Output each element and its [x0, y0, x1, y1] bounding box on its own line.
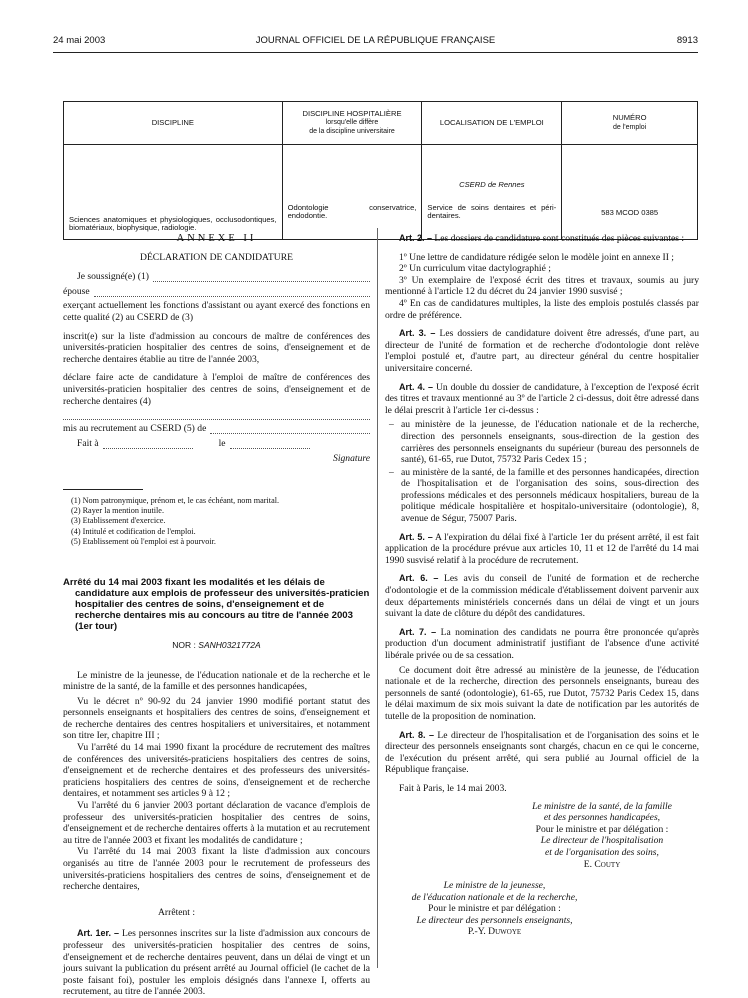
annexe-subtitle: DÉCLARATION DE CANDIDATURE	[140, 251, 293, 263]
minister-title: Le ministre de la jeunesse,	[443, 880, 546, 892]
preamble: Le ministre de la jeunesse, de l'éducation nationale et de la recherche et le ministre de la santé, de la famille et des personnes handicapées,	[63, 669, 370, 693]
minister-title: Le ministre de la santé, de la famille	[532, 800, 672, 812]
page-header	[53, 35, 698, 51]
article-label: Art. 5. –	[399, 531, 433, 542]
signatory-name: P.-Y. Duwoye	[467, 926, 522, 938]
footnote: (2) Rayer la mention inutile.	[71, 506, 164, 516]
column-divider	[377, 228, 378, 968]
fill-in-line	[210, 423, 370, 434]
form-line-mis	[63, 423, 370, 435]
arretent-label: Arrêtent :	[158, 906, 196, 918]
delegation-line: Pour le ministre et par délégation :	[428, 903, 561, 915]
paragraph-exercant: exerçant actuellement les fonctions d'assistant ou ayant exercé des fonctions en cette qualité (2) au CSERD de (3)	[63, 300, 370, 323]
article-label: Art. 3. –	[399, 328, 436, 339]
article-2	[385, 233, 699, 245]
article-text: La nomination des candidats ne pourra être prononcée qu'après production d'un document administratif justifiant de l'absence d'une activité libérale privée ou de sa cessation.	[385, 626, 699, 661]
article-label: Art. 8. –	[399, 729, 435, 740]
cell-localisation	[422, 145, 562, 240]
article-3	[385, 328, 699, 374]
cell-discipline: Sciences anatomiques et physiologiques, occlusodontiques, biomatériaux, biophysique, radiologie.	[64, 145, 283, 240]
article-5	[385, 532, 699, 567]
footnote: (3) Etablissement d'exercice.	[71, 516, 166, 526]
visa: Vu l'arrêté du 14 mai 1990 fixant la procédure de recrutement des maîtres de conférences des universités-praticiens hospitaliers des centres de soins, d'enseignement et de recherche dentaires et des professeurs des universités-praticiens hospitaliers des centres de soins, d'enseignement et de recherche dentaires, et notamment ses articles 9 à 12 ;	[63, 742, 370, 800]
signatory-role: et de l'organisation des soins,	[545, 846, 659, 858]
article-text: Un double du dossier de candidature, à l'exception de l'exposé écrit des titres et travaux mentionné au 3º de l'article 2 ci-dessus, doit être adressé dans le délai prescrit à l'article 1er ci-dessus :	[385, 381, 699, 416]
header-label: DISCIPLINE HOSPITALIÈRE	[302, 108, 402, 118]
article-text: Les avis du conseil de l'unité de formation et de recherche d'odontologie et de la commission médicale d'établissement doivent parvenir aux deux départements ministériels concernés dans un délai de vingt et un jours suivant la date de clôture du dépôt des candidatures.	[385, 573, 699, 620]
article-label: Art. 1er. –	[77, 928, 120, 939]
table-row	[64, 145, 698, 240]
article-label: Art. 6. –	[399, 573, 439, 584]
address-list	[385, 419, 699, 524]
list-item: – au ministère de la jeunesse, de l'éducation nationale et de la recherche, direction des personnels enseignants, sous-direction de la gestion des carrières des personnels enseignants du supérieur (bureau des personnels de santé), 61-65, rue Dutot, 75732 Paris Cedex 15 ;	[401, 419, 699, 465]
form-label: épouse	[63, 285, 90, 297]
signature-label: Signature	[333, 453, 370, 465]
minister-title: de l'éducation nationale et de la recherche,	[411, 891, 578, 903]
fait-a-paris: Fait à Paris, le 14 mai 2003.	[399, 782, 507, 794]
article-text: Le directeur de l'hospitalisation et de l'organisation des soins et le directeur des personnels enseignants sont chargés, chacun en ce qui le concerne, de l'exécution du présent arrêté, qui sera publié au Journal officiel de la République française.	[385, 729, 699, 776]
footnotes	[63, 496, 370, 547]
form-label: Fait à	[77, 437, 99, 449]
job-table	[63, 101, 698, 240]
arrete-title: Arrêté du 14 mai 2003 fixant les modalités et les délais de candidature aux emplois de professeur des universités-praticien hospitalier des centres de soins, d'enseignement et de recherche dentaires mis au concours au titre de l'année 2003 (1er tour)	[63, 576, 370, 632]
left-column	[63, 233, 370, 998]
list-item: – au ministère de la santé, de la famille et des personnes handicapées, direction de l'hospitalisation et de l'organisation des soins, sous-direction des professions médicales et des personnels médicaux hospitaliers, bureau de la politique médicale hospitalière et hospitalo-universitaire (odontologie), 8, avenue de Ségur, 75007 Paris.	[401, 467, 699, 525]
article-label: Art. 2. –	[399, 233, 433, 243]
localisation-detail: Service de soins dentaires et péri-dentaires.	[427, 202, 557, 221]
header-divider	[53, 52, 698, 53]
signatory-name: E. Couty	[583, 858, 621, 870]
form-line-fait	[63, 438, 370, 450]
fill-in-line	[153, 271, 370, 282]
article-text: A l'expiration du délai fixé à l'article 1er du présent arrêté, il est fait application de la procédure prévue aux articles 10, 11 et 12 de l'arrêté du 14 mai 1990 susvisé relatif à la procédure de recrutement.	[385, 531, 700, 566]
signature-block-education	[385, 880, 604, 938]
footnote: (1) Nom patronymique, prénom et, le cas échéant, nom marital.	[71, 495, 280, 505]
minister-title: et des personnes handicapées,	[543, 812, 661, 824]
signature-block-sante	[505, 801, 699, 871]
article-4	[385, 382, 699, 417]
form-label: Je soussigné(e) (1)	[77, 271, 149, 283]
annexe-title: ANNEXE II	[176, 233, 257, 244]
list-item: 2º Un curriculum vitae dactylographié ;	[399, 263, 551, 275]
list-item: 4º En cas de candidatures multiples, la liste des emplois postulés classés par ordre de préférence.	[385, 297, 699, 321]
visa: Vu le décret nº 90-92 du 24 janvier 1990 modifié portant statut des personnels enseignants et hospitaliers des centres de soins, d'enseignement et de recherche dentaires des centres hospitaliers et universitaires, et notamment son titre Ier, chapitre III ;	[63, 695, 370, 742]
header-label: NUMÉRO	[612, 113, 647, 123]
fill-in-line	[63, 409, 370, 420]
article-label: Art. 7. –	[399, 626, 437, 637]
right-column	[385, 233, 699, 938]
signatory-role: Le directeur de l'hospitalisation	[540, 835, 664, 847]
table-header-row	[64, 102, 698, 145]
form-label: mis au recrutement au CSERD (5) de	[63, 423, 207, 435]
page-number: 8913	[676, 35, 698, 46]
journal-title: JOURNAL OFFICIEL DE LA RÉPUBLIQUE FRANÇAISE	[255, 35, 496, 46]
article-label: Art. 4. –	[399, 381, 434, 392]
paragraph-declare: déclare faire acte de candidature à l'emploi de maître de conférences des universités-praticien hospitalier des centres de soins, d'enseignement et de recherche dentaires (4)	[63, 372, 370, 407]
delegation-line: Pour le ministre et par délégation :	[535, 823, 669, 835]
form-line-epouse	[63, 286, 370, 298]
column-header-numero	[562, 102, 698, 145]
nor-value: SANH0321772A	[198, 639, 261, 650]
fill-in-line	[230, 438, 310, 449]
column-header-hospital-discipline	[282, 102, 422, 145]
footnote: (5) Etablissement où l'emploi est à pourvoir.	[71, 536, 216, 546]
article-7	[385, 627, 699, 662]
nor-label: NOR :	[172, 639, 196, 650]
form-label: le	[218, 437, 226, 449]
fill-in-line	[103, 438, 193, 449]
localisation-title: CSERD de Rennes	[459, 179, 525, 189]
form-line-soussigne	[63, 271, 370, 283]
list-item: 3º Un exemplaire de l'exposé écrit des titres et travaux, soumis au jury mentionné à l'article 12 du décret du 24 janvier 1990 susvisé ;	[385, 274, 699, 298]
column-header-discipline	[64, 102, 283, 145]
fill-in-line	[94, 286, 370, 297]
header-label: DISCIPLINE	[151, 117, 194, 127]
article-1	[63, 928, 370, 998]
article-text: Les dossiers de candidature sont constitués des pièces suivantes :	[434, 233, 685, 244]
header-sublabel: de l'emploi	[613, 123, 647, 131]
signatory-role: Le directeur des personnels enseignants,	[416, 914, 573, 926]
visa: Vu l'arrêté du 14 mai 2003 fixant la liste d'admission aux concours organisés au titre de l'année 2003 pour le recrutement de professeurs des universités-praticiens hospitaliers des centres de soins, d'enseignement et de recherche dentaires,	[63, 846, 370, 893]
header-sublabel: de la discipline universitaire	[309, 128, 395, 136]
footnote: (4) Intitulé et codification de l'emploi.	[71, 526, 196, 536]
article-6	[385, 573, 699, 619]
header-label: LOCALISATION DE L'EMPLOI	[439, 117, 544, 127]
column-header-localisation	[422, 102, 562, 145]
visa: Vu l'arrêté du 6 janvier 2003 portant déclaration de vacance d'emplois de professeur des universités-praticien hospitalier des centres de soins, d'enseignement et de recherche dentaires offerts à la mutation et au recrutement au titre de l'année 2003 et fixant les modalités de candidature ;	[63, 800, 370, 846]
article-text: Les dossiers de candidature doivent être adressés, d'une part, au directeur de l'unité de formation et de recherche d'odontologie dont relève l'emploi postulé et, d'autre part, au directeur général du centre hospitalier universitaire concerné.	[385, 328, 699, 374]
article-text: Les personnes inscrites sur la liste d'admission aux concours de professeur des universités-praticien hospitalier des centres de soins, d'enseignement et de recherche dentaires peuvent, dans un délai de vingt et un jours suivant la publication du présent arrêté au Journal officiel (le cachet de la poste faisant foi), postuler les emplois désignés dans l'annexe I, offerts au recrutement, au titre de l'année 2003.	[63, 928, 370, 998]
publication-date: 24 mai 2003	[53, 35, 106, 46]
nor-reference	[63, 640, 370, 652]
header-sublabel: lorsqu'elle diffère	[325, 119, 379, 127]
article-8	[385, 730, 699, 776]
cell-hospital-discipline: Odontologie conservatrice, endodontie.	[282, 145, 422, 240]
article-7-continued: Ce document doit être adressé au ministère de la jeunesse, de l'éducation nationale et de la recherche, direction des personnels enseignants, bureau des personnels de santé (odontologie), 61-65, rue Dutot, 75732 Paris Cedex 15, dans le délai maximum de six mois suivant la date de notification par les autorités de tutelle de la proposition de nomination.	[385, 664, 699, 722]
cell-numero: 583 MCOD 0385	[562, 145, 698, 240]
list-item: 1º Une lettre de candidature rédigée selon le modèle joint en annexe II ;	[399, 251, 674, 263]
footnote-divider	[63, 489, 143, 490]
paragraph-inscrit: inscrit(e) sur la liste d'admission au concours de maître de conférences des universités-praticien hospitalier des centres de soins, d'enseignement et de recherche dentaires établie au titre de l'année 2003,	[63, 330, 370, 365]
